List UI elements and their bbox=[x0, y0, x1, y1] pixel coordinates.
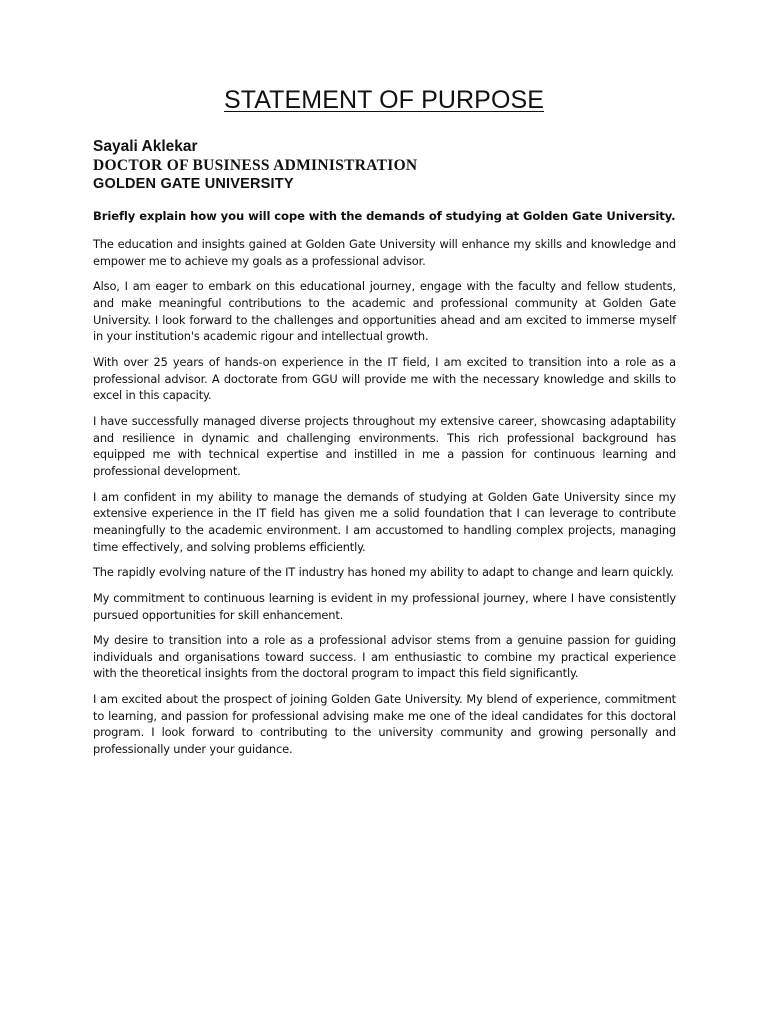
body-paragraph: The education and insights gained at Golden Gate University will enhance my skills and knowledge and empower me to achieve my goals as a professional advisor. bbox=[93, 236, 676, 268]
body-paragraph: I am confident in my ability to manage the demands of studying at Golden Gate University since my extensive experience in the IT field has given me a solid foundation that I can leverage to contribute meaningfully to the academic environment. I am accustomed to handling complex projects, managing time effectively, and solving problems efficiently. bbox=[93, 489, 676, 554]
body-paragraph: My commitment to continuous learning is evident in my professional journey, where I have consistently pursued opportunities for skill enhancement. bbox=[93, 590, 676, 622]
body-paragraph: Also, I am eager to embark on this educational journey, engage with the faculty and fellow students, and make meaningful contributions to the academic and professional community at Golden Gate University. I look forward to the challenges and opportunities ahead and am excited to immerse myself in your institution's academic rigour and intellectual growth. bbox=[93, 278, 676, 344]
body-paragraph: My desire to transition into a role as a professional advisor stems from a genuine passion for guiding individuals and organisations toward success. I am enthusiastic to combine my practical experience with the theoretical insights from the doctoral program to impact this field significantly. bbox=[93, 632, 676, 681]
university-name: GOLDEN GATE UNIVERSITY bbox=[93, 176, 294, 192]
body-paragraph: I have successfully managed diverse projects throughout my extensive career, showcasing adaptability and resilience in dynamic and challenging environments. This rich professional background has equipped me with technical expertise and instilled in me a passion for continuous learning and professional development. bbox=[93, 413, 676, 479]
document-title: STATEMENT OF PURPOSE bbox=[223, 86, 545, 114]
body-paragraph: With over 25 years of hands-on experience in the IT field, I am excited to transition into a role as a professional advisor. A doctorate from GGU will provide me with the necessary knowledge and skills to excel in this capacity. bbox=[93, 354, 676, 403]
essay-question: Briefly explain how you will cope with the demands of studying at Golden Gate University. bbox=[93, 209, 676, 223]
statement-body bbox=[93, 208, 676, 767]
body-paragraph: I am excited about the prospect of joining Golden Gate University. My blend of experience, commitment to learning, and passion for professional advising make me one of the ideal candidates for this doctoral program. I look forward to contributing to the university community and growing personally and professionally under your guidance. bbox=[93, 691, 676, 757]
body-paragraph: The rapidly evolving nature of the IT industry has honed my ability to adapt to change and learn quickly. bbox=[93, 565, 674, 580]
program-name: DOCTOR OF BUSINESS ADMINISTRATION bbox=[93, 157, 418, 174]
applicant-header bbox=[93, 137, 676, 194]
author-name: Sayali Aklekar bbox=[93, 138, 198, 155]
